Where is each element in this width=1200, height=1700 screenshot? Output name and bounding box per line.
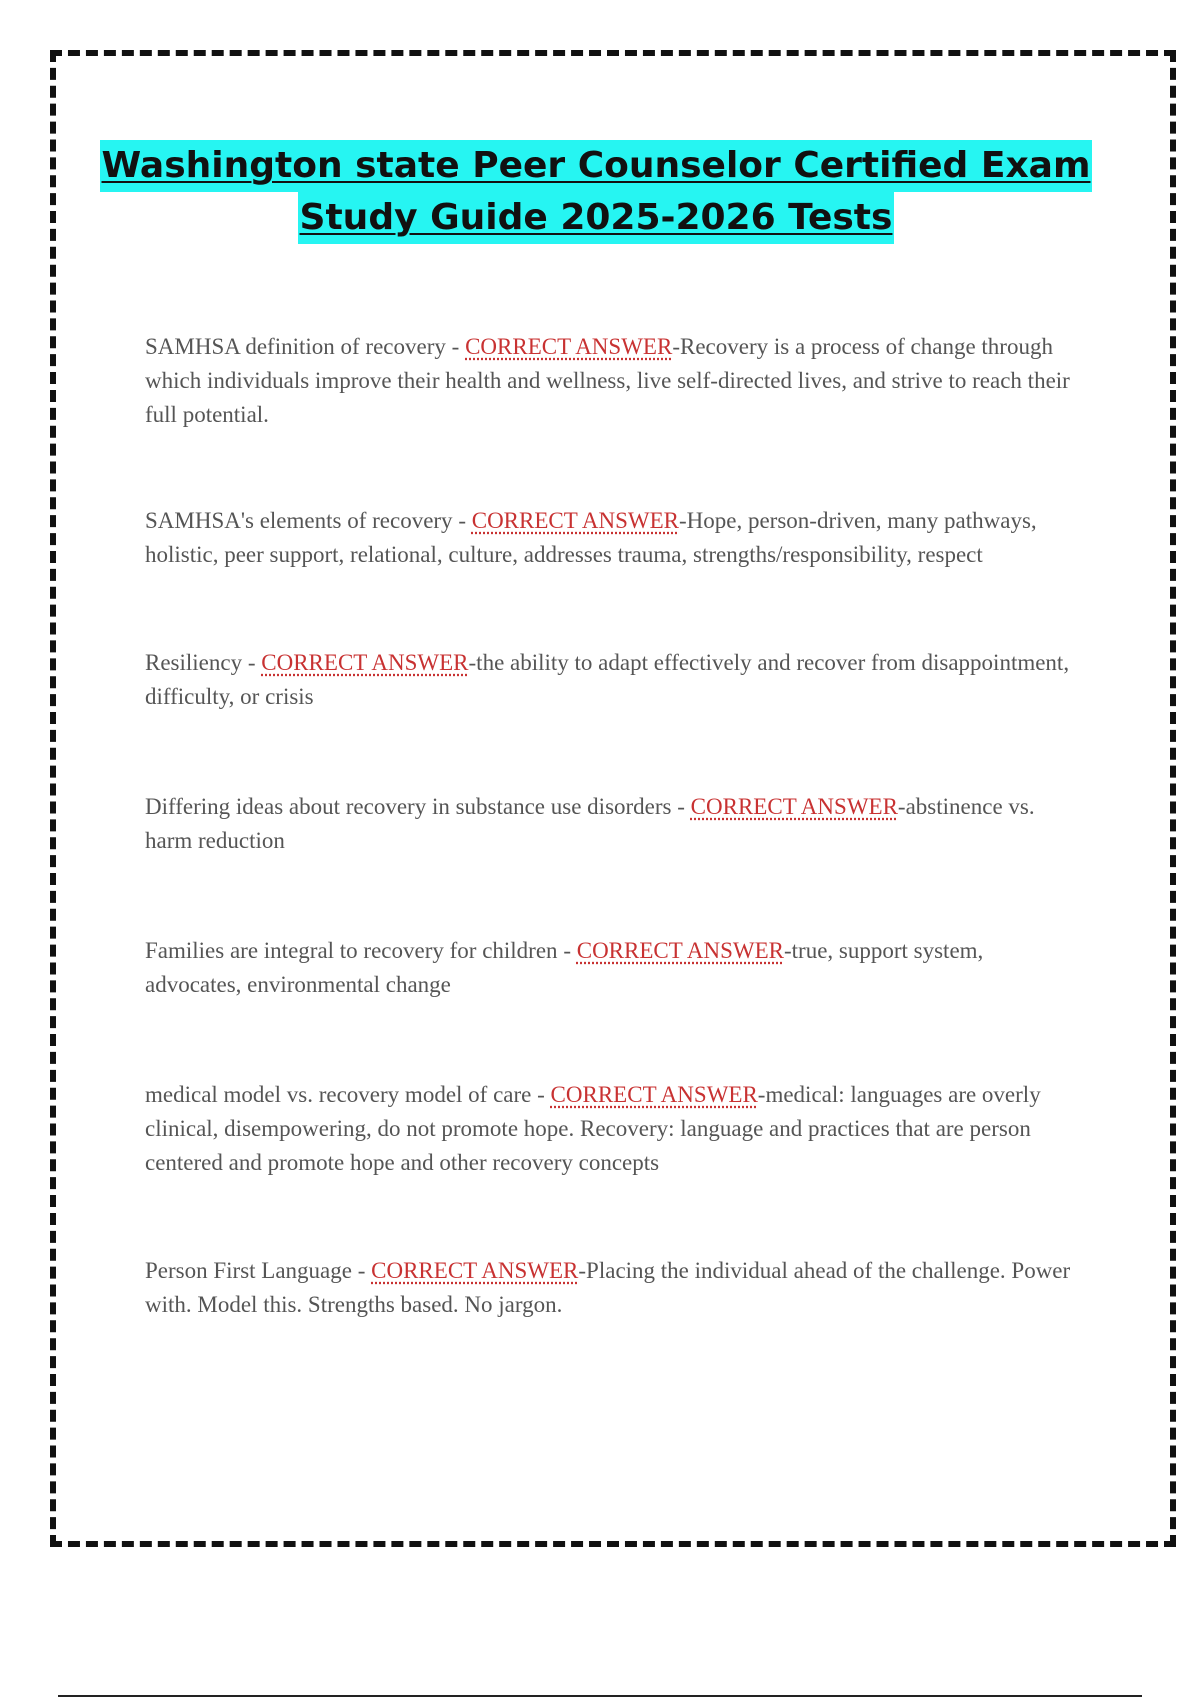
entry-separator: -: [557, 938, 577, 963]
entry-recovery-definition: [145, 330, 1085, 432]
entry-families-integral: [145, 934, 1085, 1002]
entry-separator: -: [242, 650, 262, 675]
entry-term: Resiliency: [145, 650, 243, 675]
correct-answer-label: CORRECT ANSWER: [471, 508, 679, 533]
entry-separator: -: [452, 508, 472, 533]
entry-answer: -Placing the individual ahead of the challenge. Power with. Model this. Strengths based. No jargon.: [145, 1258, 1071, 1317]
title-line-1: Washington state Peer Counselor Certified Exam: [100, 140, 1093, 192]
footer-rule: [58, 1695, 1142, 1697]
entry-substance-use-recovery: [145, 790, 1085, 858]
correct-answer-label: CORRECT ANSWER: [371, 1258, 579, 1283]
entry-term: Person First Language: [145, 1258, 352, 1283]
correct-answer-label: CORRECT ANSWER: [690, 794, 898, 819]
entry-person-first-language: [145, 1254, 1085, 1322]
entry-medical-vs-recovery-model: [145, 1078, 1085, 1180]
entry-separator: -: [531, 1082, 551, 1107]
correct-answer-label: CORRECT ANSWER: [465, 334, 673, 359]
entry-separator: -: [671, 794, 691, 819]
page-title: [96, 140, 1096, 244]
correct-answer-label: CORRECT ANSWER: [550, 1082, 758, 1107]
entry-term: Differing ideas about recovery in substance use disorders: [145, 794, 672, 819]
entry-answer: -Recovery is a process of change through which individuals improve their health and wellness, live self-directed lives, and strive to reach their full potential.: [145, 334, 1070, 427]
entry-separator: -: [351, 1258, 372, 1283]
entry-resiliency: [145, 646, 1085, 714]
title-line-2: Study Guide 2025-2026 Tests: [298, 192, 895, 244]
entry-term: Families are integral to recovery for children: [145, 938, 558, 963]
entry-term: medical model vs. recovery model of care: [145, 1082, 532, 1107]
entry-answer: -Hope, person-driven, many pathways, holistic, peer support, relational, culture, addresses trauma, strengths/responsibility, respect: [145, 508, 1037, 567]
study-entries: [145, 330, 1085, 1322]
entry-answer: -medical: languages are overly clinical, disempowering, do not promote hope. Recovery: language and practices that are person centered and promote hope and other recovery concepts: [145, 1082, 1041, 1175]
entry-answer: -abstinence vs. harm reduction: [145, 794, 1035, 853]
entry-term: SAMHSA definition of recovery: [145, 334, 446, 359]
entry-term: SAMHSA's elements of recovery: [145, 508, 453, 533]
entry-answer: -the ability to adapt effectively and recover from disappointment, difficulty, or crisis: [145, 650, 1070, 709]
entry-answer: -true, support system, advocates, environmental change: [145, 938, 984, 997]
correct-answer-label: CORRECT ANSWER: [261, 650, 469, 675]
correct-answer-label: CORRECT ANSWER: [576, 938, 784, 963]
entry-separator: -: [445, 334, 466, 359]
entry-elements-of-recovery: [145, 504, 1085, 572]
